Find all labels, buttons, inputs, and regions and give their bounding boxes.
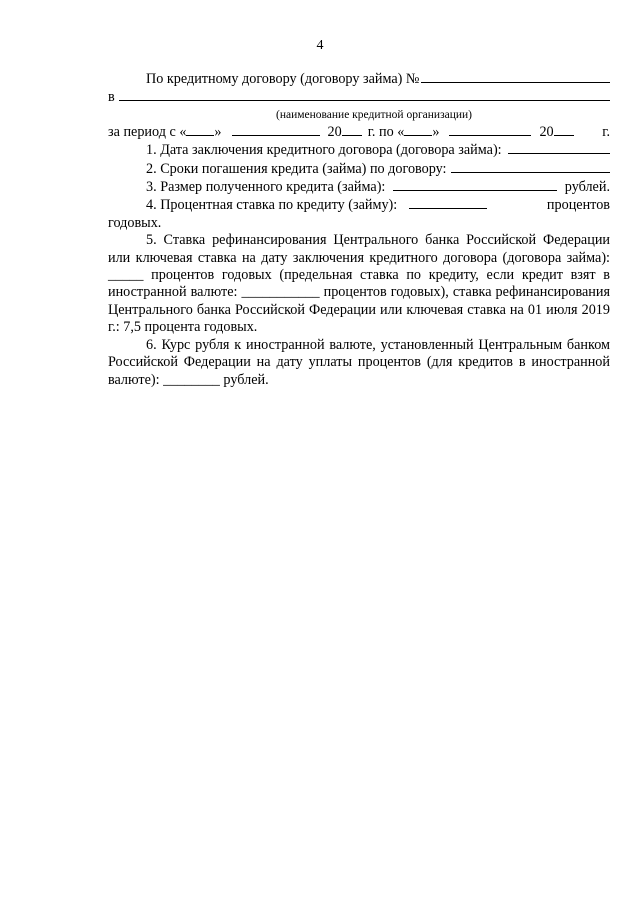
item-1-field[interactable] xyxy=(508,141,610,154)
period-end-year-field[interactable] xyxy=(554,123,574,136)
credit-organization-field[interactable] xyxy=(119,88,610,101)
period-prefix: за период с « xyxy=(108,123,187,140)
item-6-paragraph: 6. Курс рубля к иностранной валюте, установленный Центральным банком Российской Федерации на дату уплаты процентов (для кредитов в иностранной валюте): ________ рублей. xyxy=(108,336,610,388)
in-label: в xyxy=(108,89,115,106)
period-start-day-field[interactable] xyxy=(186,123,214,136)
contract-number-line xyxy=(108,70,610,88)
item-4-label: 4. Процентная ставка по кредиту (займу): xyxy=(146,197,398,214)
period-line xyxy=(108,123,610,141)
contract-label: По кредитному договору (договору займа) № xyxy=(146,71,420,87)
period-start-month-field[interactable] xyxy=(232,123,320,136)
item-4-tail: годовых. xyxy=(108,214,162,231)
item-3-label: 3. Размер полученного кредита (займа): xyxy=(146,179,386,196)
period-end-quote-close: » xyxy=(432,123,440,140)
period-end-day-field[interactable] xyxy=(404,123,432,136)
period-to-label: г. по « xyxy=(367,123,405,140)
form-content xyxy=(108,70,610,389)
period-start-year-field[interactable] xyxy=(342,123,362,136)
item-4-unit: процентов xyxy=(546,197,610,214)
period-end-year-prefix: 20 xyxy=(539,123,554,140)
period-start-year-prefix: 20 xyxy=(327,123,342,140)
item-3-unit: рублей. xyxy=(564,179,610,196)
item-5-paragraph: 5. Ставка рефинансирования Центрального банка Российской Федерации или ключевая ставка на дату заключения кредитного договора (договора займа): _____ процентов годовых (предельная ставка по кредиту, если кредит взят в иностранной валюте: ___________ процентов годовых), ставка рефинансирования Центрального банка Российской Федерации или ключевая ставка на 01 июля 2019 г.: 7,5 процента годовых. xyxy=(108,232,610,336)
item-3-field[interactable] xyxy=(393,178,556,191)
credit-organization-line xyxy=(108,88,610,106)
item-2-label: 2. Сроки погашения кредита (займа) по договору: xyxy=(146,160,447,177)
item-1-label: 1. Дата заключения кредитного договора (договора займа): xyxy=(146,142,502,159)
period-end-month-field[interactable] xyxy=(449,123,531,136)
item-4-line xyxy=(108,196,610,214)
item-2-field[interactable] xyxy=(451,160,611,173)
item-3-line xyxy=(108,178,610,196)
page-number: 4 xyxy=(316,38,324,53)
period-end-suffix: г. xyxy=(602,123,610,140)
period-start-quote-close: » xyxy=(214,123,222,140)
item-2-line xyxy=(108,160,610,178)
item-1-line xyxy=(108,141,610,159)
contract-number-field[interactable] xyxy=(421,70,610,83)
credit-organization-caption: (наименование кредитной организации) xyxy=(275,108,473,121)
item-4-field[interactable] xyxy=(409,196,487,209)
